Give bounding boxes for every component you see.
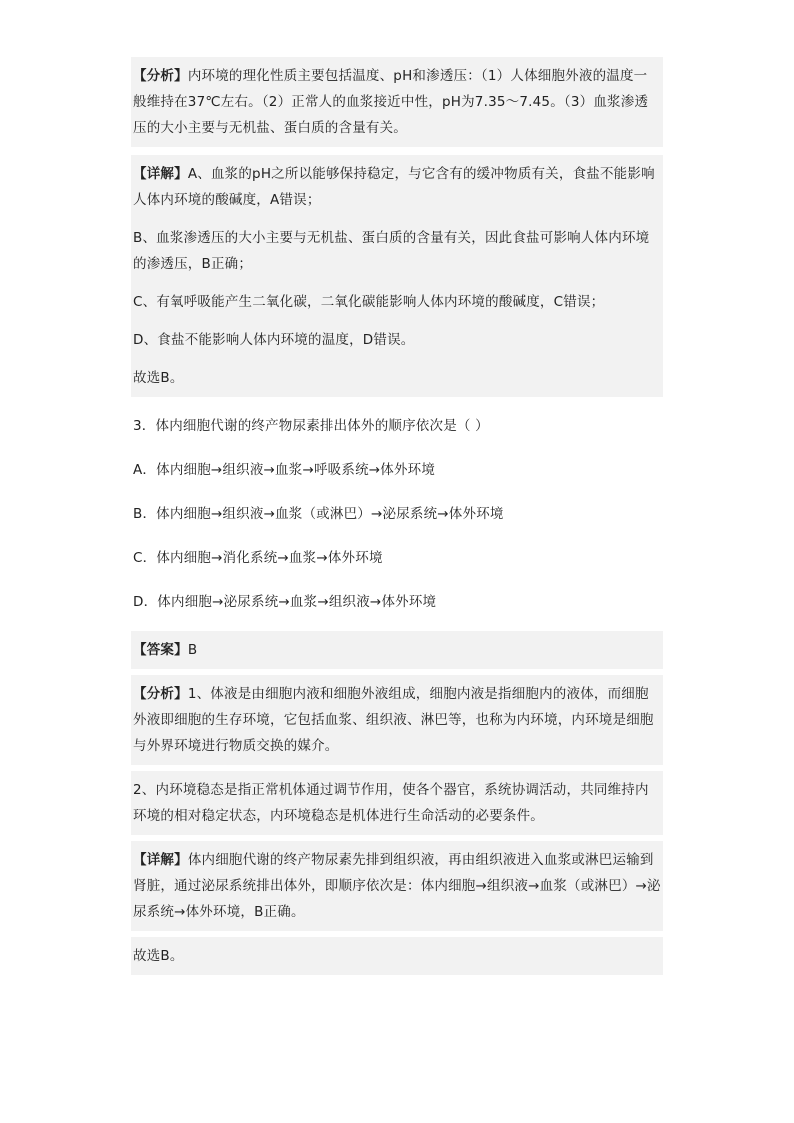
analysis-paragraph-2 [131, 675, 663, 765]
answer-paragraph [131, 631, 663, 669]
detail-text: A、血浆的pH之所以能够保持稳定，与它含有的缓冲物质有关，食盐不能影响人体内环境的酸碱度，A错误； [133, 166, 655, 208]
option-c: C．体内细胞→消化系统→血浆→体外环境 [133, 550, 383, 566]
detail-line-c: C、有氧呼吸能产生二氧化碳，二氧化碳能影响人体内环境的酸碱度，C错误； [131, 283, 663, 321]
conclusion-2: 故选B。 [131, 937, 663, 975]
document-page [131, 57, 663, 975]
analysis-text-2: 1、体液是由细胞内液和细胞外液组成，细胞内液是指细胞内的液体，而细胞外液即细胞的生存环境，它包括血浆、组织液、淋巴等，也称为内环境，内环境是细胞与外界环境进行物质交换的媒介。 [133, 686, 654, 754]
option-a: A．体内细胞→组织液→血浆→呼吸系统→体外环境 [133, 462, 436, 478]
detail-text-2: 体内细胞代谢的终产物尿素先排到组织液，再由组织液进入血浆或淋巴运输到肾脏，通过泌尿系统排出体外，即顺序依次是：体内细胞→组织液→血浆（或淋巴）→泌尿系统→体外环境，B正确。 [133, 852, 661, 920]
detail-line-d: D、食盐不能影响人体内环境的温度，D错误。 [131, 321, 663, 359]
detail-paragraph-1 [131, 155, 663, 219]
analysis-tag: 【分析】 [133, 68, 188, 84]
conclusion-1: 故选B。 [131, 359, 663, 397]
detail-tag: 【详解】 [133, 166, 188, 182]
analysis-text: 内环境的理化性质主要包括温度、pH和渗透压：（1）人体细胞外液的温度一般维持在37℃左右。（2）正常人的血浆接近中性，pH为7.35～7.45。（3）血浆渗透压的大小主要与无机盐、蛋白质的含量有关。 [133, 68, 649, 136]
analysis-tag-2: 【分析】 [133, 686, 188, 702]
answer-text: B [187, 642, 198, 658]
question-3-stem: 3．体内细胞代谢的终产物尿素排出体外的顺序依次是（ ） [133, 418, 489, 434]
detail-line-b: B、血浆渗透压的大小主要与无机盐、蛋白质的含量有关，因此食盐可影响人体内环境的渗透压，B正确； [131, 219, 663, 283]
detail-paragraph-2 [131, 841, 663, 931]
analysis-paragraph-1 [131, 57, 663, 147]
analysis-point-2: 2、内环境稳态是指正常机体通过调节作用，使各个器官，系统协调活动，共同维持内环境的相对稳定状态，内环境稳态是机体进行生命活动的必要条件。 [131, 771, 663, 835]
answer-tag: 【答案】 [133, 642, 188, 658]
option-d: D．体内细胞→泌尿系统→血浆→组织液→体外环境 [133, 594, 437, 610]
option-b: B．体内细胞→组织液→血浆（或淋巴）→泌尿系统→体外环境 [133, 506, 504, 522]
detail-tag-2: 【详解】 [133, 852, 188, 868]
